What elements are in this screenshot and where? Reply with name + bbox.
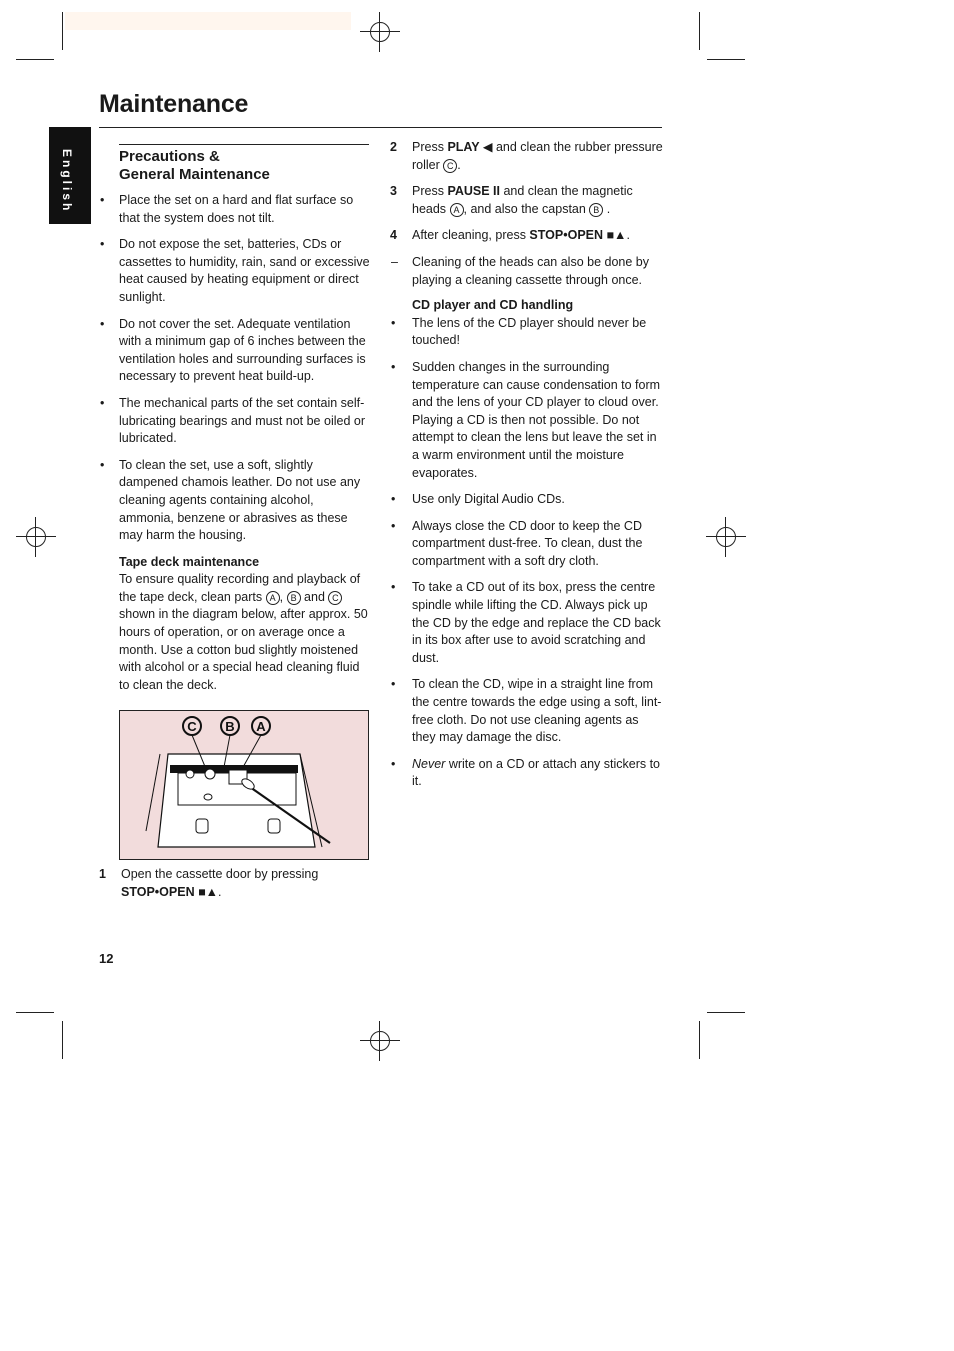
tape-deck-diagram (119, 710, 369, 860)
language-label: English (60, 149, 74, 214)
crop-mark (16, 59, 54, 60)
stop-open-button-label: STOP•OPEN ■▲ (529, 228, 627, 243)
tape-deck-illustration (120, 711, 368, 859)
registration-mark (360, 12, 400, 52)
list-item: • To clean the CD, wipe in a straight line from the centre towards the edge using a soft, lint-free cloth. Do not use cleaning agents as they may damage the disc. (390, 676, 665, 746)
cd-handling-list (390, 315, 665, 791)
callout-label-b: B (225, 719, 235, 735)
part-b-marker: B (589, 203, 603, 217)
precautions-list (99, 192, 371, 545)
part-a-marker: A (450, 203, 464, 217)
top-color-band (65, 12, 351, 30)
tape-deck-heading: Tape deck maintenance (119, 554, 260, 569)
tape-deck-paragraph: To ensure quality recording and playback of the tape deck, clean parts A , B and C shown in the diagram below, after approx. 50 hours of operation, or on average once a month. Use a cotton bud slightly moistened with alcohol or a special head cleaning fluid to clean the deck. (119, 572, 368, 692)
crop-mark (699, 1021, 700, 1059)
callout-label-a: A (256, 719, 266, 735)
callout-label-c: C (187, 719, 197, 735)
list-item: • Never write on a CD or attach any stickers to it. (390, 756, 665, 791)
crop-mark (16, 1012, 54, 1013)
language-tab (49, 127, 91, 224)
list-item: • The lens of the CD player should never be touched! (390, 315, 665, 350)
list-item: • To clean the set, use a soft, slightly dampened chamois leather. Do not use any cleaning agents containing alcohol, ammonia, benzene or abrasives as these may harm the housing. (99, 457, 371, 545)
list-item: • Place the set on a hard and flat surface so that the system does not tilt. (99, 192, 371, 227)
step-1: 1 Open the cassette door by pressing STOP•OPEN ■▲. (99, 867, 319, 900)
list-item: • Sudden changes in the surrounding temperature can cause condensation to form and the lens of your CD player to cloud over. Playing a CD is then not possible. Do not attempt to clean the lens but leave the set in a warm environment until the moisture evaporates. (390, 359, 665, 482)
list-item: • To take a CD out of its box, press the centre spindle while lifting the CD. Always pick up the CD by the edge and replace the CD back in its box after use to avoid scratching and dust. (390, 579, 665, 667)
part-c-marker: C (443, 159, 457, 173)
list-item: • Use only Digital Audio CDs. (390, 491, 665, 509)
play-button-label: PLAY ◀ (447, 140, 493, 154)
stop-open-button-label: STOP•OPEN ■▲ (121, 885, 219, 900)
step-4: 4 After cleaning, press STOP•OPEN ■▲. (390, 228, 630, 243)
section-heading-precautions: Precautions & General Maintenance (119, 144, 369, 184)
part-b-marker: B (287, 591, 301, 605)
cd-handling-heading: CD player and CD handling (412, 298, 574, 313)
crop-mark (699, 12, 700, 50)
list-item: • Do not cover the set. Adequate ventilation with a minimum gap of 6 inches between the ventilation holes and surrounding surfaces is necessary to prevent heat build-up. (99, 316, 371, 386)
step-2: 2 Press PLAY ◀ and clean the rubber pressure roller C . (390, 140, 663, 172)
step-3: 3 Press PAUSE II and clean the magnetic heads A , and also the capstan B . (390, 184, 633, 216)
pause-button-label: PAUSE II (447, 184, 500, 199)
part-a-marker: A (266, 591, 280, 605)
right-column (390, 139, 665, 800)
list-item: • Always close the CD door to keep the CD compartment dust-free. To clean, dust the compartment with a soft dry cloth. (390, 518, 665, 571)
registration-mark (706, 517, 746, 557)
crop-mark (707, 59, 745, 60)
cleaning-cassette-note: – Cleaning of the heads can also be done by playing a cleaning cassette through once. (391, 254, 649, 287)
title-rule (99, 127, 662, 128)
registration-mark (16, 517, 56, 557)
page-number: 12 (99, 951, 114, 966)
crop-mark (62, 1021, 63, 1059)
registration-mark (360, 1021, 400, 1061)
left-column (99, 144, 371, 911)
list-item: • The mechanical parts of the set contain self-lubricating bearings and must not be oiled or lubricated. (99, 395, 371, 448)
part-c-marker: C (328, 591, 342, 605)
list-item: • Do not expose the set, batteries, CDs or cassettes to humidity, rain, sand or excessive heat caused by heating equipment or direct sunlight. (99, 236, 371, 306)
page-title: Maintenance (99, 90, 249, 118)
crop-mark (62, 12, 63, 50)
crop-mark (707, 1012, 745, 1013)
